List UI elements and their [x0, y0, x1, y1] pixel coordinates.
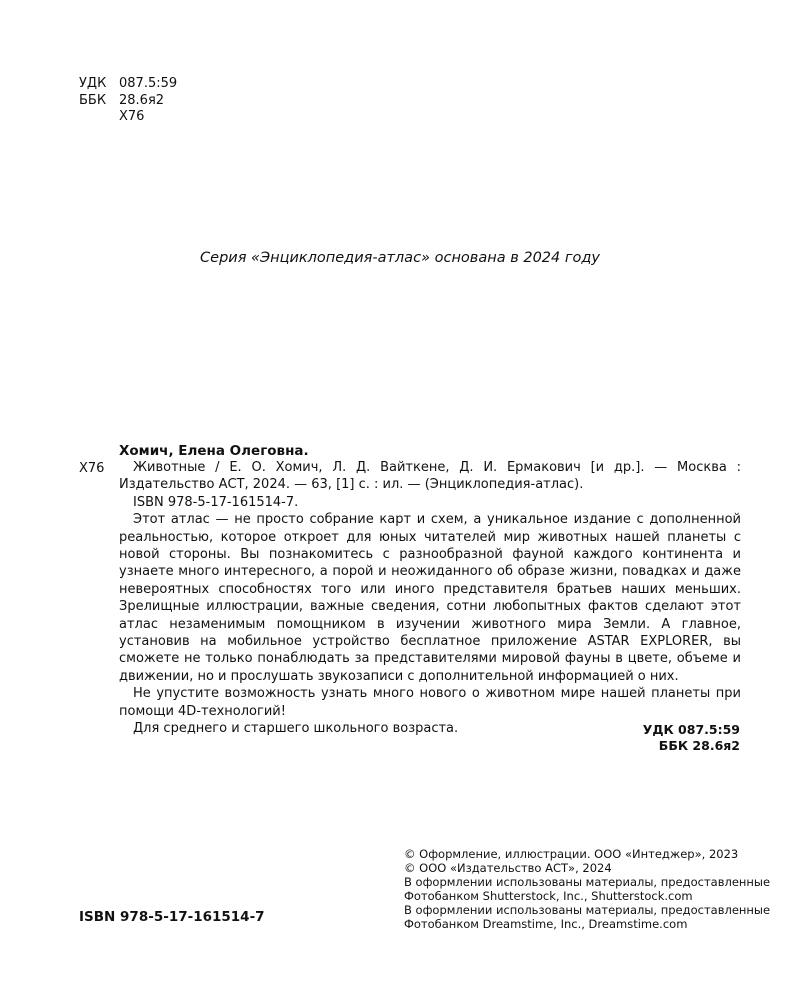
udk-label: УДК: [79, 76, 107, 91]
classification-codes-bottom: [530, 722, 740, 754]
bbk-value: 28.6я2: [119, 92, 165, 108]
record-audience: Для среднего и старшего школьного возраста.: [133, 721, 459, 737]
copyright-block: [404, 847, 770, 931]
record-annotation: Этот атлас — не просто собрание карт и схем, а уникальное издание с дополненной реальностью, которое откроет для юных читателей мир животных нашей планеты с новой стороны. Вы познакомитесь с разнообразной фауной каждого континента и узнаете много интересного, а порой и неожиданного об образе жизни, повадках и даже невероятных способностях того или иного представителя братьев наших меньших. Зрелищные иллюстрации, важные сведения, сотни любопытных фактов сделают этот атлас незаменимым помощником в изучении животного мира Земли. А главное, установив на мобильное устройство бесплатное приложение ASTAR EXPLORER, вы сможете не только понаблюдать за представителями мировой фауны в цвете, объеме и движении, но и прослушать звукозаписи с дополнительной информацией о них.: [119, 512, 741, 684]
copyright-line: © Оформление, иллюстрации. ООО «Интеджер», 2023: [404, 847, 739, 861]
isbn-footer: ISBN 978-5-17-161514-7: [79, 909, 265, 925]
copyright-line: Фотобанком Shutterstock, Inc., Shutterstock.com: [404, 889, 693, 903]
classification-block: [79, 76, 177, 126]
copyright-line: Фотобанком Dreamstime, Inc., Dreamstime.com: [404, 917, 688, 931]
copyright-line: В оформлении использованы материалы, предоставленные: [404, 903, 771, 917]
author-mark: Х76: [119, 109, 145, 124]
record-catalog-code: Х76: [79, 461, 105, 476]
bbk-label: ББК: [79, 92, 107, 108]
udk-bottom: УДК 087.5:59: [642, 722, 740, 737]
author-mark-row: [79, 109, 177, 126]
record-body: [119, 459, 741, 738]
udk-value: 087.5:59: [119, 76, 178, 91]
record-author: Хомич, Елена Олеговна.: [119, 443, 309, 459]
bbk-row: [79, 93, 177, 110]
copyright-line: © ООО «Издательство АСТ», 2024: [404, 861, 612, 875]
record-annotation-2: Не упустите возможность узнать много нового о животном мире нашей планеты при помощи 4D-технологий!: [119, 686, 741, 719]
bbk-bottom: ББК 28.6я2: [658, 738, 740, 753]
udk-row: [79, 76, 177, 93]
record-title-line: Животные / Е. О. Хомич, Л. Д. Вайткене, Д. И. Ермакович [и др.]. — Москва : Издательство АСТ, 2024. — 63, [1] с. : ил. — (Энциклопедия-атлас).: [119, 460, 741, 493]
series-line: Серия «Энциклопедия-атлас» основана в 2024 году: [200, 250, 600, 266]
record-isbn-line: ISBN 978-5-17-161514-7.: [133, 494, 299, 510]
copyright-line: В оформлении использованы материалы, предоставленные: [404, 875, 771, 889]
